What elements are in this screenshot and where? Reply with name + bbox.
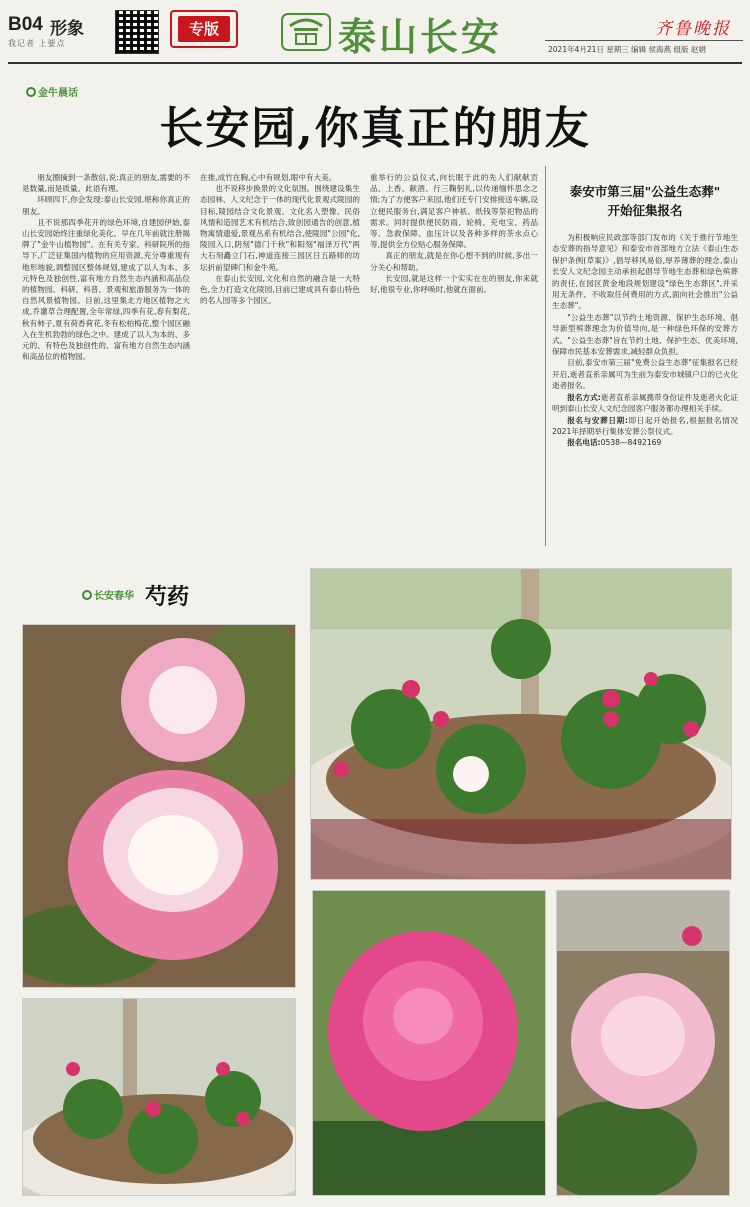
- ring-icon: [82, 590, 92, 600]
- pink-peony-image: [557, 891, 729, 1195]
- pink-peony-photo: [556, 890, 730, 1196]
- garden-image: [311, 569, 731, 879]
- column-title: 泰山长安: [338, 14, 503, 59]
- editor-line: 我记者 上要点: [8, 39, 66, 48]
- date-editor-line: 2021年4月21日 星期三 编辑 侯海燕 组版 赵娟: [548, 45, 706, 54]
- masthead-divider: [545, 40, 743, 41]
- paragraph: 在推,成竹在胸,心中有规划,眼中有大美。: [200, 173, 337, 182]
- sidebar-title: [550, 182, 740, 220]
- page-number: B04: [8, 14, 43, 35]
- peony-image: [23, 625, 295, 987]
- magenta-peony-photo: [312, 890, 546, 1196]
- article-column-2: [200, 172, 360, 564]
- sidebar-paragraph: 为积极响应民政部等部门发布的《关于推行节地生态安葬的指导意见》和泰安市首部地方立法《泰山生态保护条例(草案)》,倡导移风易俗,厚养薄葬的理念,泰山长安人文纪念园主动承担起倡导节地生态葬和绿色殡葬的责任,在园区黄金地段规划建设"绿色生态葬区",并采用无条件、不收取任何费用的方式,面向社会推出"公益生态葬"。: [552, 233, 738, 311]
- section-label: 形象: [50, 19, 84, 39]
- peony-photo-closeup: [22, 624, 296, 988]
- qr-code-icon: [115, 10, 159, 54]
- paragraph: 环顾四下,你会发现:泰山长安园,堪称你真正的朋友。: [22, 195, 190, 216]
- peony-garden-photo: [310, 568, 732, 880]
- column-divider: [545, 166, 546, 546]
- article-column-3: [370, 172, 538, 564]
- taishan-changan-logo-icon: [280, 12, 332, 52]
- top-divider: [8, 62, 742, 64]
- peony-bed-photo: [22, 998, 296, 1196]
- flower-bed-image: [23, 999, 295, 1195]
- paragraph: 重举行的公益仪式,向长眠于此的先人们献献贡品、上香、献酒、行三鞠躬礼,以传递缅怀思念之情;为了方便客户来园,他们还专门安排接送车辆,设立便民服务台,满足客户神祇、纸钱等祭祀物品的需求。同时提供便民防雨、轮椅、充电宝、药品等、急救保障、血压计以及各种多样的茶水点心等,提供全方位贴心服务保障。: [370, 173, 538, 250]
- paragraph: 在泰山长安园,文化和自然的融合是一大特色,全力打造文化陵园,目前已建成具有泰山特色的名人园等多个园区。: [200, 273, 360, 306]
- sidebar-title-line-2: 开始征集报名: [607, 203, 683, 218]
- paragraph: 也不说移步换景的文化氛围。围绕建设集生态园林、人文纪念于一体的现代化景观式陵园的目标,陵园结合文化景观、文化名人塑像、民俗风情和造园艺术有机结合,致创园通告的创意,植物寓情遗爱,景观丛系有机结合,使陵园"公园"化,陵园入口,阴刻"德门千秋"和阳刻"福泽万代"两大石刻矗立门石,神道连接三园区日五路师的坊坛折前望碑门和金牛苑。: [200, 184, 360, 272]
- paragraph: 真正的朋友,就是在你心想不到的时候,多出一分关心和帮助。: [370, 251, 538, 272]
- magenta-peony-image: [313, 891, 545, 1195]
- peony-flower: [121, 638, 245, 762]
- peony-flower: [68, 770, 278, 960]
- notice-registration-date: 报名与安葬日期:即日起开始报名,根据报名情况2021年择期举行集体安葬公祭仪式。: [552, 415, 738, 436]
- special-edition-label: 专版: [178, 16, 230, 42]
- photo-kicker: 长安春华: [82, 587, 134, 602]
- sidebar-paragraph: "公益生态葬"以节约土地资源、保护生态环境、倡导新型殡葬理念为价值导向,是一种绿色环保的安葬方式。"公益生态葬"旨在节约土地、保护生态、优美环境,保障市民基本安葬需求,减轻群众负担。: [552, 312, 738, 357]
- sidebar-paragraph: 目前,泰安市第三届"免费公益生态葬"征集报名已经开启,逝者直系亲属可为生前为泰安市城镇户口的已火化逝者报名。: [552, 358, 738, 391]
- article-kicker: 金牛晨话: [26, 84, 78, 99]
- sidebar-title-line-1: 泰安市第三届"公益生态葬": [569, 184, 721, 199]
- paragraph: 长安园,就是这样一个实实在在的朋友,你来就好,他很专业,你呼唤时,他就在面前。: [370, 273, 538, 295]
- article-column-1: [22, 172, 190, 564]
- article-headline: 长安园,你真正的朋友: [159, 103, 591, 154]
- paragraph: 且不说那四季花开的绿色环境,自建园伊始,泰山长安园始终注重绿化美化。早在几年前就注册揭牌了"金牛山植物园"。在有关专家、科研院所的指导下,广泛征集国内植物的应用资源,充分尊重现有地形地貌,调整园区整体规划,建成了以人为本、多元特色及独创性,富有地方自然生态内涵和高品位的植物园。科研、科普、景观和旅游服务为一体的自然风景植物园。目前,这里集北方地区植物之大成,乔灌草合理配置,全年常绿,四季有花,春有梨花,秋有柿子,夏有荷香荷花,冬有松柏梅花,整个园区融入在生机勃勃的绿色之中。建成了以人为本的、多元的、有特色及独创性的、富有地方自然生态内涵和高品位的植物园。: [22, 217, 190, 362]
- newspaper-name: 齐鲁晚报: [655, 19, 731, 39]
- notice-registration-method: 报名方式:逝者直系亲属携带身份证件及逝者火化证明到泰山长安人文纪念园客户服务都办理相关手续。: [552, 392, 738, 414]
- photo-section-title: 芍药: [145, 584, 190, 610]
- sidebar-body: [552, 232, 738, 562]
- special-edition-badge: [170, 10, 238, 48]
- paragraph: 朋友圈摘到一条散信,说:真正的朋友,需要的不是数量,而是质量。此语有理。: [22, 173, 190, 194]
- notice-phone: 报名电话:0538—8492169: [567, 438, 662, 448]
